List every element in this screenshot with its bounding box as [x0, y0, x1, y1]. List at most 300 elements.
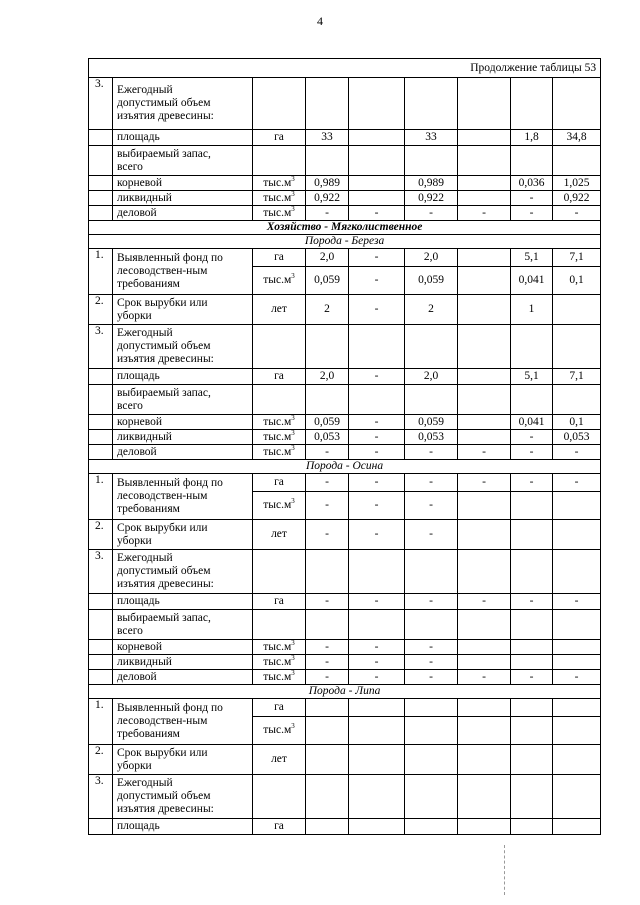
margin-dash-line	[504, 845, 506, 895]
item-number	[89, 369, 113, 385]
unit-cell	[253, 699, 306, 717]
table-row	[89, 206, 601, 221]
unit-cell	[253, 325, 306, 369]
unit-cell	[253, 206, 306, 221]
item-name: корневой	[113, 640, 253, 655]
value-cell	[511, 385, 553, 415]
value-cell	[553, 699, 601, 717]
value-cell: -	[306, 445, 349, 460]
value-cell	[511, 325, 553, 369]
unit-label: тыс.м	[263, 415, 292, 428]
value-cell	[458, 520, 511, 550]
item-number	[89, 146, 113, 176]
value-cell: -	[306, 520, 349, 550]
item-number	[89, 594, 113, 610]
value-cell: -	[405, 670, 458, 685]
item-name: площадь	[113, 594, 253, 610]
value-cell	[458, 191, 511, 206]
value-cell: -	[553, 206, 601, 221]
unit-cell	[253, 819, 306, 835]
value-cell: -	[405, 655, 458, 670]
unit-cell	[253, 594, 306, 610]
value-cell	[306, 775, 349, 819]
table-row	[89, 445, 601, 460]
item-name: площадь	[113, 819, 253, 835]
value-cell: 2,0	[405, 249, 458, 267]
table-row	[89, 550, 601, 594]
value-cell	[458, 146, 511, 176]
unit-label: тыс.м	[263, 430, 292, 443]
value-cell: -	[458, 670, 511, 685]
unit-label: тыс.м	[263, 176, 292, 189]
value-cell	[306, 146, 349, 176]
value-cell: -	[349, 670, 405, 685]
unit-label: тыс.м	[263, 445, 292, 458]
table-row	[89, 295, 601, 325]
value-cell	[511, 745, 553, 775]
value-cell	[458, 295, 511, 325]
item-number: 2.	[89, 745, 113, 775]
value-cell: -	[306, 594, 349, 610]
table-row	[89, 249, 601, 267]
section-title: Хозяйство - Мягколиственное	[89, 221, 601, 235]
value-cell	[405, 610, 458, 640]
forest-resources-table	[88, 58, 601, 835]
unit-label: га	[274, 251, 284, 263]
item-number	[89, 430, 113, 445]
value-cell: 0,059	[405, 267, 458, 295]
unit-superscript: 3	[291, 414, 295, 422]
unit-superscript: 3	[291, 444, 295, 452]
unit-label: тыс.м	[263, 655, 292, 668]
item-number	[89, 415, 113, 430]
value-cell	[458, 430, 511, 445]
unit-superscript: 3	[291, 654, 295, 662]
unit-cell	[253, 745, 306, 775]
value-cell: 0,041	[511, 415, 553, 430]
unit-cell	[253, 775, 306, 819]
unit-cell	[253, 655, 306, 670]
value-cell: -	[553, 445, 601, 460]
value-cell: -	[511, 191, 553, 206]
value-cell: 7,1	[553, 369, 601, 385]
value-cell: -	[349, 594, 405, 610]
value-cell	[349, 176, 405, 191]
value-cell: -	[306, 670, 349, 685]
value-cell: -	[511, 670, 553, 685]
item-name: Выявленный фонд по лесоводствен-ным требованиям	[113, 474, 253, 520]
species-header-row	[89, 460, 601, 474]
value-cell: -	[511, 474, 553, 492]
value-cell: -	[511, 206, 553, 221]
item-number	[89, 445, 113, 460]
value-cell	[458, 699, 511, 717]
table-row	[89, 176, 601, 191]
item-number	[89, 385, 113, 415]
value-cell: 34,8	[553, 130, 601, 146]
value-cell	[553, 745, 601, 775]
unit-cell	[253, 385, 306, 415]
unit-cell	[253, 369, 306, 385]
species-title: Порода - Береза	[89, 235, 601, 249]
value-cell: -	[458, 474, 511, 492]
unit-label: тыс.м	[263, 724, 292, 736]
value-cell: -	[458, 445, 511, 460]
value-cell	[306, 78, 349, 130]
unit-cell	[253, 415, 306, 430]
value-cell: -	[349, 430, 405, 445]
item-name: Срок вырубки или уборки	[113, 295, 253, 325]
value-cell	[553, 775, 601, 819]
item-name: ликвидный	[113, 655, 253, 670]
value-cell	[349, 385, 405, 415]
value-cell: -	[349, 369, 405, 385]
value-cell	[349, 717, 405, 745]
unit-cell	[253, 146, 306, 176]
value-cell: -	[349, 492, 405, 520]
unit-label: га	[274, 370, 284, 382]
item-number: 2.	[89, 520, 113, 550]
item-number	[89, 130, 113, 146]
unit-superscript: 3	[291, 175, 295, 183]
value-cell: -	[349, 474, 405, 492]
item-number: 1.	[89, 699, 113, 745]
value-cell	[405, 325, 458, 369]
value-cell	[306, 745, 349, 775]
value-cell	[349, 699, 405, 717]
value-cell	[405, 775, 458, 819]
table-row	[89, 520, 601, 550]
value-cell: 1	[511, 295, 553, 325]
value-cell: -	[405, 474, 458, 492]
value-cell: -	[405, 492, 458, 520]
value-cell: -	[349, 249, 405, 267]
unit-superscript: 3	[291, 497, 295, 506]
value-cell	[511, 775, 553, 819]
value-cell	[458, 819, 511, 835]
value-cell	[349, 550, 405, 594]
table-row	[89, 325, 601, 369]
value-cell	[349, 819, 405, 835]
value-cell	[405, 819, 458, 835]
unit-cell	[253, 130, 306, 146]
unit-cell	[253, 717, 306, 745]
value-cell: -	[405, 445, 458, 460]
value-cell	[306, 325, 349, 369]
unit-cell	[253, 670, 306, 685]
item-name: выбираемый запас, всего	[113, 610, 253, 640]
value-cell	[511, 550, 553, 594]
value-cell	[405, 717, 458, 745]
value-cell	[553, 78, 601, 130]
value-cell	[458, 415, 511, 430]
value-cell: 2,0	[306, 369, 349, 385]
item-name: площадь	[113, 130, 253, 146]
species-title: Порода - Липа	[89, 685, 601, 699]
unit-cell	[253, 191, 306, 206]
item-name: деловой	[113, 206, 253, 221]
item-number	[89, 640, 113, 655]
item-number	[89, 819, 113, 835]
value-cell	[511, 146, 553, 176]
unit-superscript: 3	[291, 205, 295, 213]
item-number: 3.	[89, 550, 113, 594]
value-cell: 0,989	[306, 176, 349, 191]
value-cell	[458, 655, 511, 670]
unit-label: га	[274, 131, 284, 143]
value-cell	[405, 745, 458, 775]
value-cell: 2	[405, 295, 458, 325]
value-cell	[458, 775, 511, 819]
item-number	[89, 655, 113, 670]
value-cell	[458, 550, 511, 594]
value-cell	[349, 130, 405, 146]
value-cell	[349, 775, 405, 819]
species-header-row	[89, 685, 601, 699]
unit-superscript: 3	[291, 190, 295, 198]
value-cell: 33	[405, 130, 458, 146]
table-row	[89, 146, 601, 176]
value-cell	[511, 492, 553, 520]
table-row	[89, 594, 601, 610]
value-cell	[458, 249, 511, 267]
value-cell	[458, 78, 511, 130]
value-cell	[306, 699, 349, 717]
item-number: 1.	[89, 249, 113, 295]
value-cell	[306, 610, 349, 640]
value-cell	[458, 745, 511, 775]
item-name: Ежегодный допустимый объем изъятия древесины:	[113, 325, 253, 369]
unit-superscript: 3	[291, 429, 295, 437]
value-cell: 33	[306, 130, 349, 146]
table-row	[89, 655, 601, 670]
unit-cell	[253, 249, 306, 267]
table-row	[89, 369, 601, 385]
value-cell: -	[405, 520, 458, 550]
value-cell	[349, 745, 405, 775]
unit-cell	[253, 430, 306, 445]
unit-cell	[253, 78, 306, 130]
value-cell: -	[458, 206, 511, 221]
item-name: Срок вырубки или уборки	[113, 745, 253, 775]
item-name: Ежегодный допустимый объем изъятия древесины:	[113, 78, 253, 130]
unit-label: лет	[271, 528, 287, 540]
item-number	[89, 670, 113, 685]
item-name: Выявленный фонд по лесоводствен-ным требованиям	[113, 699, 253, 745]
value-cell: 5,1	[511, 369, 553, 385]
unit-label: тыс.м	[263, 499, 292, 511]
value-cell	[553, 325, 601, 369]
table-row	[89, 745, 601, 775]
item-number: 3.	[89, 775, 113, 819]
value-cell	[458, 492, 511, 520]
table-row	[89, 819, 601, 835]
value-cell	[458, 610, 511, 640]
value-cell: 1,8	[511, 130, 553, 146]
unit-label: га	[274, 476, 284, 488]
unit-cell	[253, 474, 306, 492]
unit-label: тыс.м	[263, 191, 292, 204]
page-number: 4	[317, 14, 323, 28]
value-cell	[349, 146, 405, 176]
value-cell	[553, 610, 601, 640]
item-name: деловой	[113, 445, 253, 460]
unit-superscript: 3	[291, 639, 295, 647]
table-row	[89, 474, 601, 492]
value-cell	[553, 655, 601, 670]
value-cell: 0,922	[306, 191, 349, 206]
item-name: Ежегодный допустимый объем изъятия древесины:	[113, 550, 253, 594]
value-cell	[553, 492, 601, 520]
value-cell	[458, 640, 511, 655]
unit-label: лет	[271, 303, 287, 315]
item-name: корневой	[113, 176, 253, 191]
value-cell	[511, 640, 553, 655]
value-cell	[349, 325, 405, 369]
table-row	[89, 640, 601, 655]
value-cell: -	[405, 594, 458, 610]
table-row	[89, 775, 601, 819]
table-row	[89, 191, 601, 206]
value-cell: 2,0	[306, 249, 349, 267]
value-cell: -	[306, 206, 349, 221]
item-name: корневой	[113, 415, 253, 430]
value-cell: -	[511, 430, 553, 445]
value-cell	[405, 78, 458, 130]
value-cell	[349, 610, 405, 640]
item-number	[89, 191, 113, 206]
value-cell: -	[349, 267, 405, 295]
item-name: ликвидный	[113, 191, 253, 206]
value-cell: -	[553, 670, 601, 685]
value-cell	[511, 520, 553, 550]
value-cell: 0,059	[405, 415, 458, 430]
value-cell	[511, 655, 553, 670]
value-cell: -	[511, 594, 553, 610]
value-cell	[306, 717, 349, 745]
table-row	[89, 415, 601, 430]
value-cell	[349, 191, 405, 206]
unit-cell	[253, 640, 306, 655]
value-cell	[553, 520, 601, 550]
value-cell	[511, 717, 553, 745]
table-row	[89, 385, 601, 415]
value-cell	[349, 78, 405, 130]
item-name: Выявленный фонд по лесоводствен-ным требованиям	[113, 249, 253, 295]
value-cell	[458, 267, 511, 295]
value-cell: -	[306, 655, 349, 670]
value-cell: 0,053	[553, 430, 601, 445]
unit-label: тыс.м	[263, 274, 292, 286]
unit-superscript: 3	[291, 722, 295, 731]
value-cell	[405, 550, 458, 594]
value-cell: -	[306, 474, 349, 492]
unit-label: тыс.м	[263, 640, 292, 653]
unit-label: га	[274, 595, 284, 607]
value-cell: 0,989	[405, 176, 458, 191]
section-header-row	[89, 221, 601, 235]
value-cell	[511, 699, 553, 717]
continuation-row	[89, 59, 601, 78]
value-cell: -	[553, 594, 601, 610]
value-cell: -	[349, 655, 405, 670]
value-cell: 1,025	[553, 176, 601, 191]
item-number: 1.	[89, 474, 113, 520]
value-cell	[405, 146, 458, 176]
item-name: ликвидный	[113, 430, 253, 445]
value-cell: 0,053	[405, 430, 458, 445]
value-cell: -	[405, 640, 458, 655]
continuation-label: Продолжение таблицы 53	[89, 59, 601, 78]
value-cell: -	[458, 594, 511, 610]
table-row	[89, 670, 601, 685]
species-title: Порода - Осина	[89, 460, 601, 474]
value-cell	[458, 369, 511, 385]
unit-label: га	[274, 701, 284, 713]
value-cell: 2	[306, 295, 349, 325]
value-cell	[553, 640, 601, 655]
value-cell	[306, 550, 349, 594]
unit-label: лет	[271, 753, 287, 765]
item-name: площадь	[113, 369, 253, 385]
value-cell	[511, 819, 553, 835]
value-cell: -	[405, 206, 458, 221]
value-cell	[553, 717, 601, 745]
unit-cell	[253, 295, 306, 325]
value-cell: -	[349, 415, 405, 430]
value-cell: 0,922	[405, 191, 458, 206]
value-cell	[553, 550, 601, 594]
species-header-row	[89, 235, 601, 249]
table-row	[89, 130, 601, 146]
value-cell	[458, 385, 511, 415]
value-cell: -	[553, 474, 601, 492]
value-cell	[458, 176, 511, 191]
unit-superscript: 3	[291, 669, 295, 677]
item-name: Срок вырубки или уборки	[113, 520, 253, 550]
value-cell: 0,059	[306, 267, 349, 295]
value-cell: 0,059	[306, 415, 349, 430]
value-cell: -	[349, 640, 405, 655]
unit-cell	[253, 445, 306, 460]
value-cell: 5,1	[511, 249, 553, 267]
value-cell	[553, 385, 601, 415]
value-cell	[511, 78, 553, 130]
value-cell: 0,1	[553, 267, 601, 295]
item-name: выбираемый запас, всего	[113, 385, 253, 415]
value-cell	[306, 819, 349, 835]
value-cell	[458, 130, 511, 146]
unit-superscript: 3	[291, 272, 295, 281]
value-cell	[553, 146, 601, 176]
item-number	[89, 206, 113, 221]
value-cell	[306, 385, 349, 415]
value-cell: -	[349, 206, 405, 221]
item-number: 2.	[89, 295, 113, 325]
value-cell	[553, 819, 601, 835]
value-cell: 0,041	[511, 267, 553, 295]
value-cell: 2,0	[405, 369, 458, 385]
value-cell	[458, 325, 511, 369]
item-number	[89, 610, 113, 640]
value-cell: -	[511, 445, 553, 460]
value-cell: 7,1	[553, 249, 601, 267]
unit-label: тыс.м	[263, 206, 292, 219]
unit-cell	[253, 176, 306, 191]
table-row	[89, 699, 601, 717]
value-cell	[553, 295, 601, 325]
unit-cell	[253, 610, 306, 640]
